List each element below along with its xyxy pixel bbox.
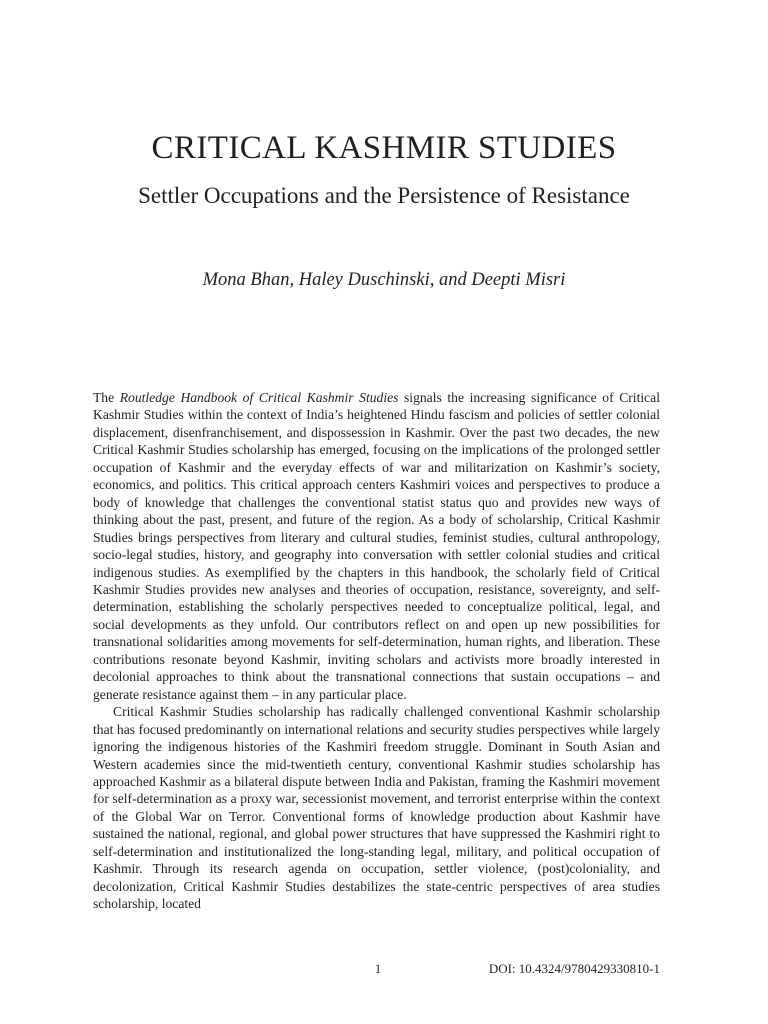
- paragraph-2: Critical Kashmir Studies scholarship has radically challenged conventional Kashmir scholarship that has focused predominantly on international relations and security studies perspectives while largely ignoring the indigenous histories of the Kashmiri freedom struggle. Dominant in South Asian and Western academies since the mid-twentieth century, conventional Kashmir studies scholarship has approached Kashmir as a bilateral dispute between India and Pakistan, framing the Kashmiri movement for self-determination as a proxy war, secessionist movement, and terrorist enterprise within the context of the Global War on Terror. Conventional forms of knowledge production about Kashmir have sustained the national, regional, and global power structures that have suppressed the Kashmiri right to self-determination and institutionalized the long-standing legal, military, and political occupation of Kashmir. Through its research agenda on occupation, settler violence, (post)coloniality, and decolonization, Critical Kashmir Studies destabilizes the state-centric perspectives of area studies scholarship, located: [93, 704, 660, 912]
- chapter-subtitle: Settler Occupations and the Persistence of Resistance: [138, 183, 630, 208]
- chapter-title: CRITICAL KASHMIR STUDIES: [151, 130, 617, 166]
- paragraph-1-prefix: The: [93, 390, 120, 405]
- page-number: 1: [374, 961, 382, 976]
- chapter-authors: Mona Bhan, Haley Duschinski, and Deepti Misri: [202, 270, 566, 290]
- doi-label: DOI: 10.4324/9780429330810-1: [488, 961, 660, 976]
- paragraph-1-text: signals the increasing significance of Critical Kashmir Studies within the context of India’s heightened Hindu fascism and policies of settler colonial displacement, disenfranchisement, and dispossession in Kashmir. Over the past two decades, the new Critical Kashmir Studies scholarship has emerged, focusing on the implications of the prolonged settler occupation of Kashmir and the everyday effects of war and militarization on Kashmir’s society, economics, and politics. This critical approach centers Kashmiri voices and perspectives to produce a body of knowledge that challenges the conventional statist status quo and provides new ways of thinking about the past, present, and future of the region. As a body of scholarship, Critical Kashmir Studies brings perspectives from literary and cultural studies, feminist studies, cultural anthropology, socio-legal studies, history, and geography into conversation with settler colonial studies and critical indigenous studies. As exemplified by the chapters in this handbook, the scholarly field of Critical Kashmir Studies provides new analyses and theories of occupation, resistance, sovereignty, and self-determination, establishing the scholarly perspectives needed to conceptualize political, legal, and social developments as they unfold. Our contributors reflect on and open up new possibilities for transnational solidarities among movements for self-determination, human rights, and liberation. These contributions resonate beyond Kashmir, inviting scholars and activists more broadly interested in decolonial approaches to think about the transnational connections that sustain occupations – and generate resistance against them – in any particular place.: [93, 390, 660, 702]
- paragraph-1: [93, 389, 660, 703]
- body-text: [93, 389, 660, 913]
- handbook-title-italic: Routledge Handbook of Critical Kashmir Studies: [119, 390, 399, 405]
